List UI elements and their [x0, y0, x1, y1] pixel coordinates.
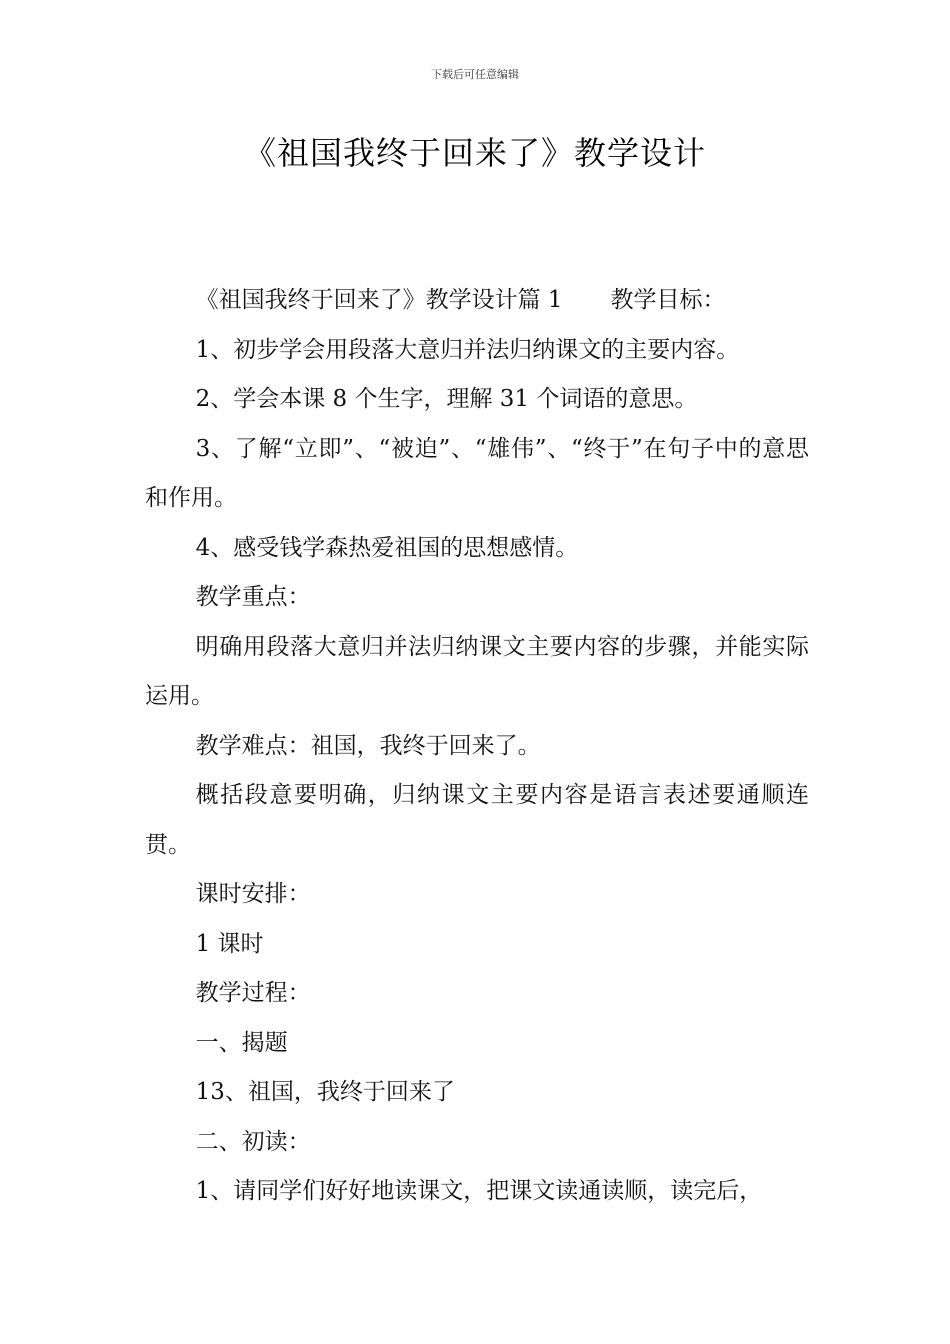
goal-item-4: 4、感受钱学森热爱祖国的思想感情。	[195, 534, 579, 561]
schedule-text: 1 课时	[195, 930, 264, 957]
document-body	[145, 276, 809, 1217]
step-1-heading: 一、揭题	[195, 1029, 288, 1056]
goal-item-3: 3、了解“立即”、“被迫”、“雄伟”、“终于”在句子中的意思和作用。	[145, 435, 809, 511]
lesson-title-line: 13、祖国，我终于回来了	[195, 1079, 455, 1105]
intro-lead: 《祖国我终于回来了》教学设计篇 1	[195, 287, 563, 313]
key-point-text: 明确用段落大意归并法归纳课文主要内容的步骤，并能实际运用。	[145, 633, 809, 709]
goal-item-1: 1、初步学会用段落大意归并法归纳课文的主要内容。	[195, 336, 740, 363]
process-heading: 教学过程：	[195, 980, 311, 1006]
step-2-item-1: 1、请同学们好好地读课文，把课文读通读顺，读完后，	[195, 1178, 763, 1204]
goal-label: 教学目标：	[610, 287, 726, 313]
key-point-heading: 教学重点：	[195, 584, 311, 610]
intro-paragraph	[145, 276, 809, 326]
difficulty-heading: 教学难点：祖国，我终于回来了。	[195, 732, 541, 759]
download-note: 下载后可任意编辑	[431, 68, 519, 81]
step-2-heading: 二、初读：	[195, 1128, 311, 1155]
page-title: 《祖国我终于回来了》教学设计	[243, 134, 706, 172]
goal-item-2: 2、学会本课 8 个生字，理解 31 个词语的意思。	[195, 386, 698, 412]
difficulty-text: 概括段意要明确，归纳课文主要内容是语言表述要通顺连贯。	[145, 782, 809, 858]
schedule-heading: 课时安排：	[195, 881, 311, 907]
